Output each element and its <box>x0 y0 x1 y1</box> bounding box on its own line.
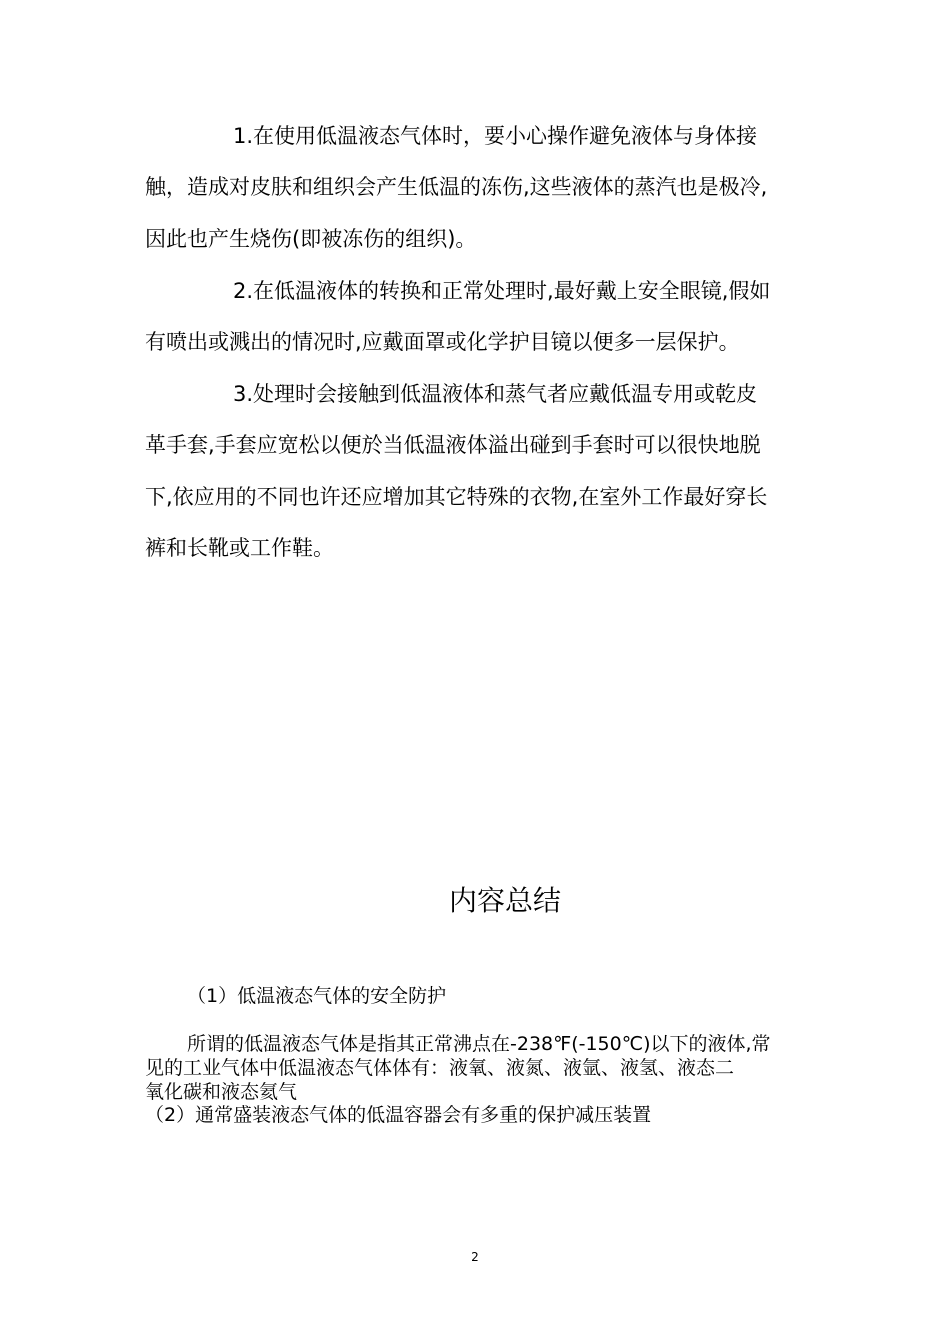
summary-detail-line-2: 见的工业气体中低温液态气体体有：液氧、液氮、液氩、液氢、液态二 <box>145 1057 735 1079</box>
summary-item-2: （2）通常盛装液态气体的低温容器会有多重的保护减压装置 <box>145 1104 652 1126</box>
summary-detail-line-1: 所谓的低温液态气体是指其正常沸点在-238℉(-150℃)以下的液体,常 <box>187 1033 771 1055</box>
p1-line-1: 1.在使用低温液态气体时，要小心操作避免液体与身体接 <box>233 124 758 148</box>
summary-detail-line-3: 氧化碳和液态氦气 <box>145 1081 298 1103</box>
p1-line-2: 触，造成对皮肤和组织会产生低温的冻伤,这些液体的蒸汽也是极冷, <box>145 175 768 199</box>
summary-title: 内容总结 <box>448 884 561 917</box>
p2-line-1: 2.在低温液体的转换和正常处理时,最好戴上安全眼镜,假如 <box>233 279 771 303</box>
p3-line-1: 3.处理时会接触到低温液体和蒸气者应戴低温专用或乾皮 <box>233 382 758 406</box>
page-number: 2 <box>471 1250 479 1264</box>
p1-line-3: 因此也产生烧伤(即被冻伤的组织)。 <box>145 227 477 251</box>
p3-line-2: 革手套,手套应宽松以便於当低温液体溢出碰到手套时可以很快地脱 <box>145 433 761 457</box>
p2-line-2: 有喷出或溅出的情况时,应戴面罩或化学护目镜以便多一层保护。 <box>145 330 740 354</box>
summary-item-1: （1）低温液态气体的安全防护 <box>187 985 447 1007</box>
p3-line-3: 下,依应用的不同也许还应增加其它特殊的衣物,在室外工作最好穿长 <box>145 485 768 509</box>
p3-line-4: 裤和长靴或工作鞋。 <box>145 536 334 560</box>
